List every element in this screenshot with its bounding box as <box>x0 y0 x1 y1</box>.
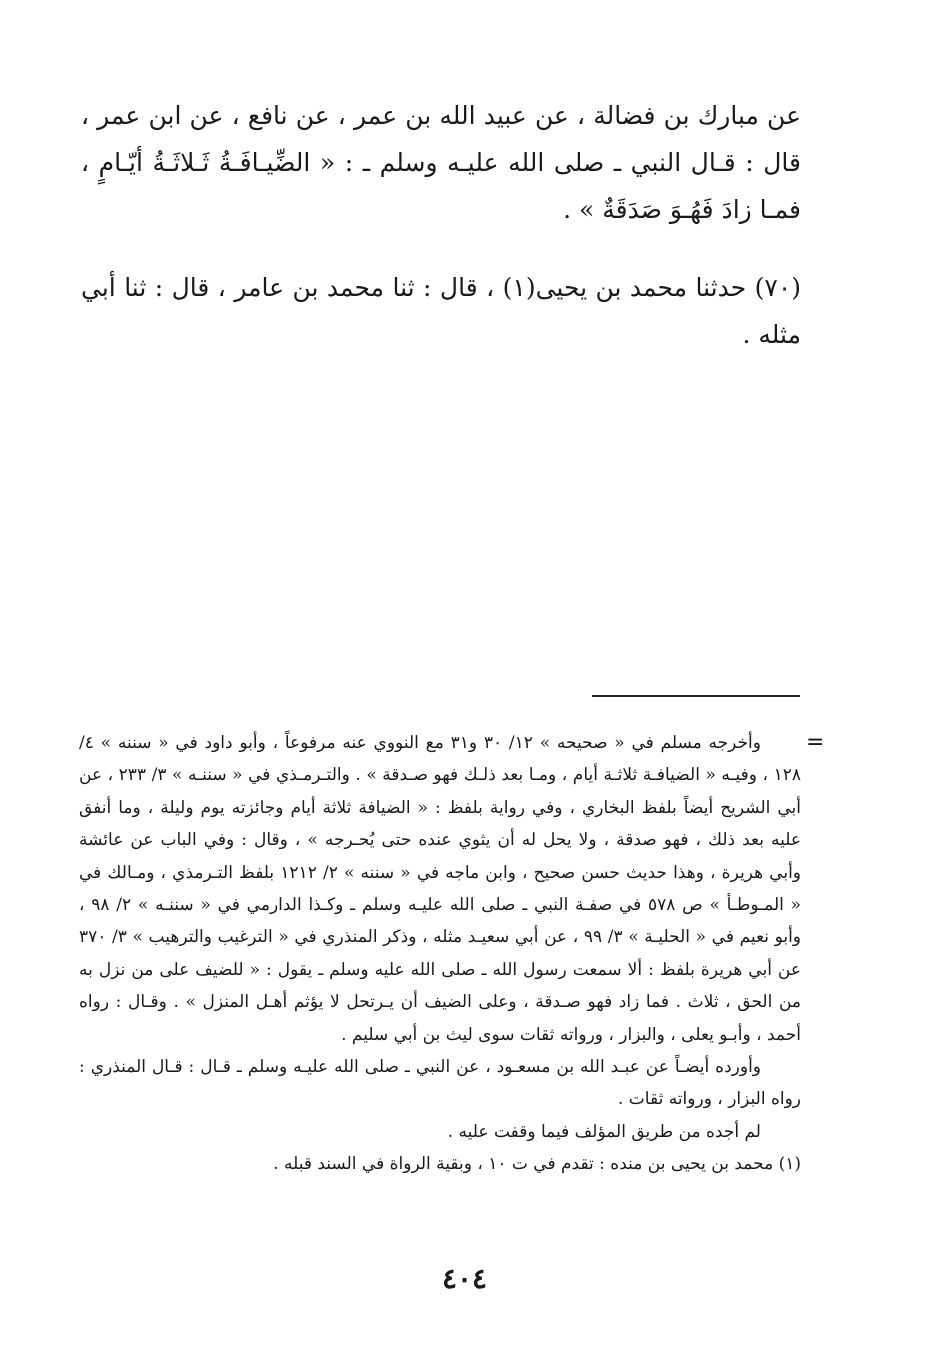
footnote-paragraph: وأورده أيضـاً عن عبـد الله بن مسعـود ، عن النبي ـ صلى الله عليـه وسلم ـ قـال : قـال المنذري : رواه البزار ، ورواته ثقات . <box>79 1057 801 1110</box>
main-paragraph: عن مبارك بن فضالة ، عن عبيد الله بن عمر ، عن نافع ، عن ابن عمر ، قال : قـال النبي ـ صلى الله عليـه وسلم ـ : « الضِّيـافَـةُ ثَـلاثَـةُ أيّـامٍ ، فمـا زادَ فَهُـوَ صَدَقَةٌ » . <box>81 101 801 224</box>
hadith-text-continued <box>81 92 801 233</box>
footnote-separator <box>592 695 800 697</box>
footnote-1: (١) محمد بن يحيى بن منده : تقدم في ت ١٠ ، وبقية الرواة في السند قبله . <box>273 1154 801 1175</box>
footnote-continuation-mark: = <box>806 730 825 755</box>
hadith-70 <box>81 264 801 358</box>
footnote-paragraph: وأخرجه مسلم في « صحيحه » ١٢/ ٣٠ و٣١ مع النووي عنه مرفوعاً ، وأبو داود في « سننه » ٤/ ١٢٨ ، وفيـه « الضيافـة ثلاثـة أيام ، ومـا بعد ذلـك فهو صـدقة » . والتـرمـذي في « سننـه » ٣/ ٢٣٣ ، عن أبي الشريح أيضاً بلفظ البخاري ، وفي رواية بلفظ : « الضيافة ثلاثة أيام وجائزته يوم وليلة ، وما أنفق عليه بعد ذلك ، فهو صدقة ، ولا يحل له أن يثوي عنده حتى يُحـرجه » ، وقال : وفي الباب عن عائشة وأبي هريرة ، وهذا حديث حسن صحيح ، وابن ماجه في « سننه » ٢/ ١٢١٢ بلفظ التـرمذي ، ومـالك في « المـوطـأ » ص ٥٧٨ في صفـة النبي ـ صلى الله عليـه وسلم ـ وكـذا الدارمي في « سننـه » ٢/ ٩٨ ، وأبو نعيم في « الحليـة » ٣/ ٩٩ ، عن أبي سعيـد مثله ، وذكر المنذري في « الترغيب والترهيب » ٣/ ٣٧٠ عن أبي هريرة بلفظ : ألا سمعت رسول الله ـ صلى الله عليه وسلم ـ يقول : « للضيف على من نزل به من الحق ، ثلاث . فما زاد فهو صـدقة ، وعلى الضيف أن يـرتحل لا يؤثم أهـل المنزل » . وقـال : رواه أحمد ، وأبـو يعلى ، والبزار ، ورواته ثقات سوى ليث بن أبي سليم . <box>79 733 802 1045</box>
footnote-paragraph: لم أجده من طريق المؤلف فيما وقفت عليه . <box>447 1121 761 1142</box>
page-number: ٤٠٤ <box>441 1262 488 1295</box>
footnotes-section <box>79 727 801 1181</box>
main-paragraph: (٧٠) حدثنا محمد بن يحيى(١) ، قال : ثنا محمد بن عامر ، قال : ثنا أبي مثله . <box>81 273 802 349</box>
